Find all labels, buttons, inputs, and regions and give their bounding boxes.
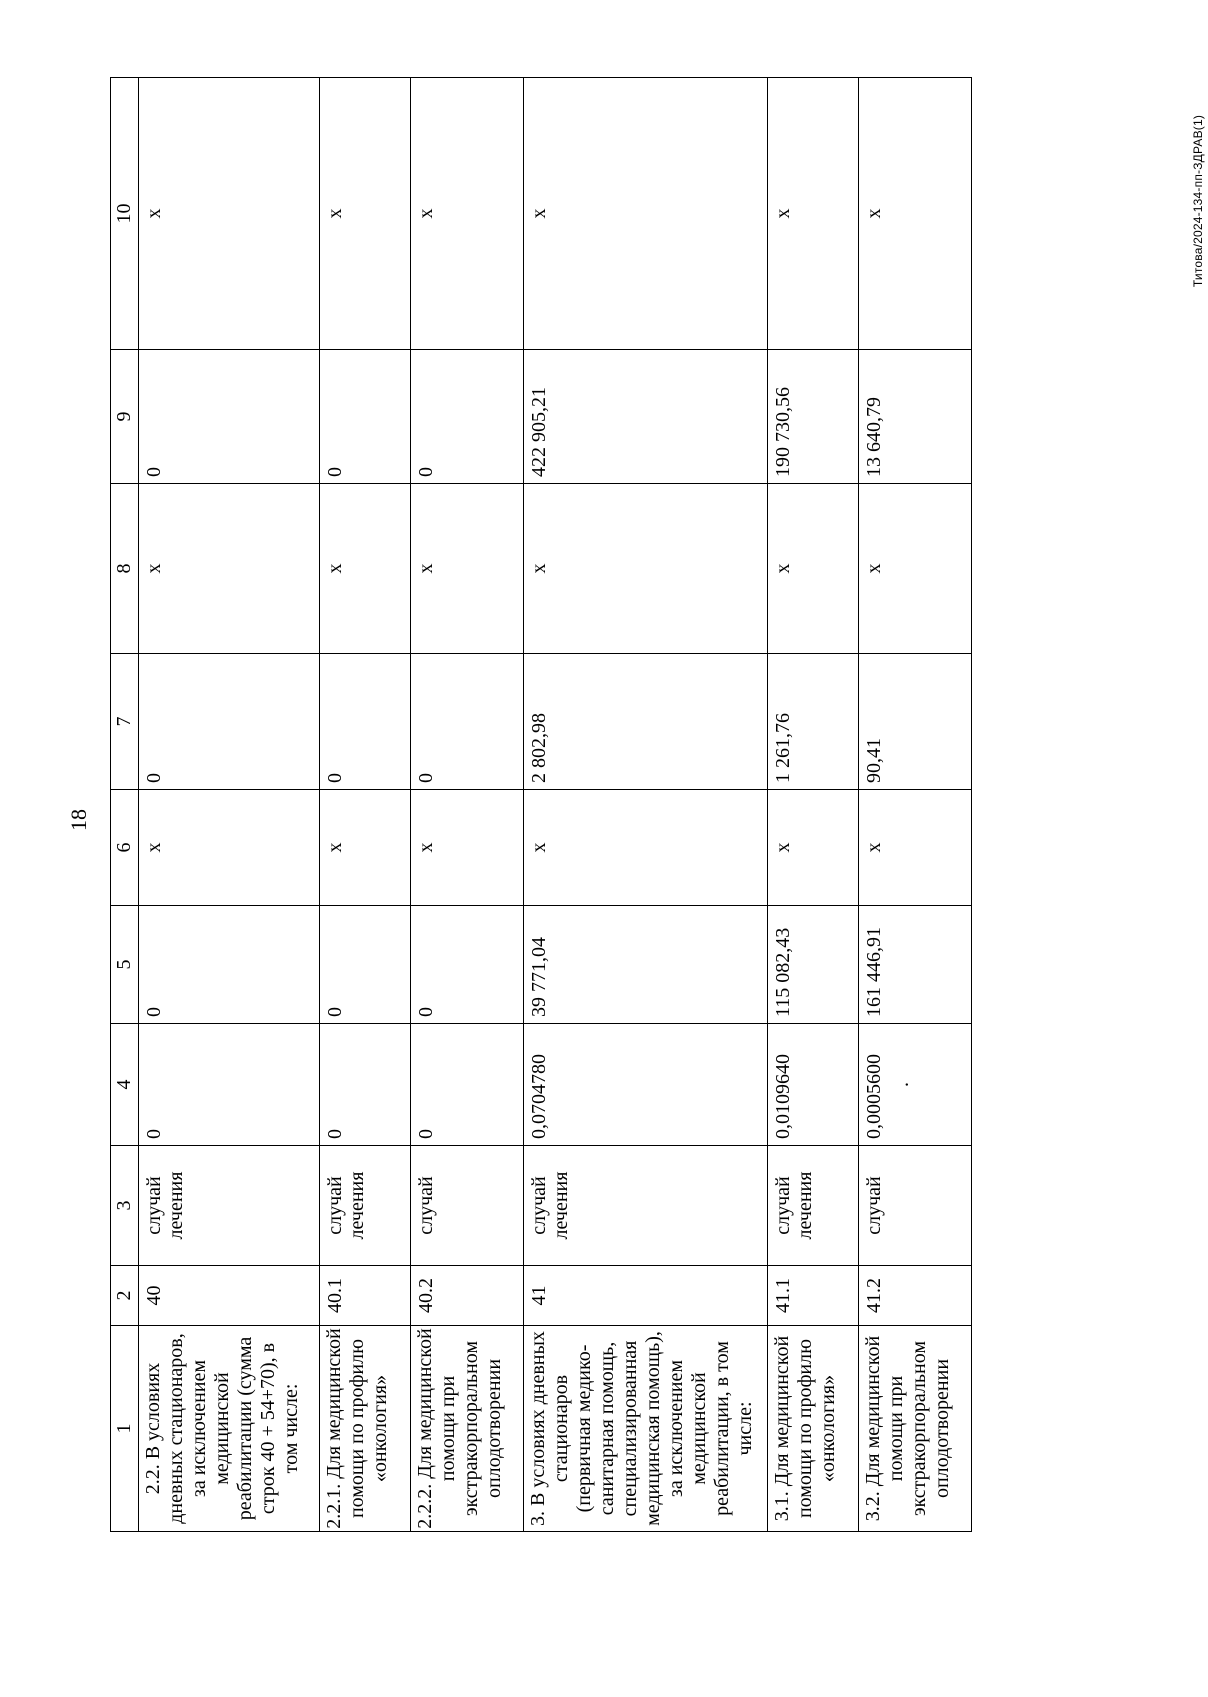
row-label: 2.2. В условиях дневных стационаров, за исключением медицинской реабилитации (сумма строк 40 + 54+70), в том числе: <box>138 1326 319 1532</box>
value-cell: х <box>523 78 767 350</box>
value-cell: 0 <box>410 1024 523 1146</box>
value-cell: 2 802,98 <box>523 654 767 790</box>
header-cell: 6 <box>111 790 139 906</box>
value-cell: 0 <box>410 906 523 1024</box>
value-cell: 190 730,56 <box>768 350 859 484</box>
header-cell: 9 <box>111 350 139 484</box>
row-label: 3.1. Для медицинской помощи по профилю «онкология» <box>768 1326 859 1532</box>
financing-table-rotated <box>110 78 972 1532</box>
table-row <box>410 78 523 1532</box>
unit-cell: случай лечения <box>138 1146 319 1266</box>
table-row <box>768 78 859 1532</box>
value-cell: 0 <box>320 906 411 1024</box>
value-cell: х <box>768 790 859 906</box>
header-cell: 5 <box>111 906 139 1024</box>
row-number: 40.2 <box>410 1266 523 1326</box>
table-row <box>320 78 411 1532</box>
value-cell: 13 640,79 <box>858 350 971 484</box>
value-cell: х <box>523 484 767 654</box>
stray-mark: . <box>890 1082 913 1087</box>
row-number: 41 <box>523 1266 767 1326</box>
value-cell: 0 <box>138 654 319 790</box>
table-row <box>858 78 971 1532</box>
value-cell: 90,41 <box>858 654 971 790</box>
value-cell: 0 <box>410 654 523 790</box>
header-cell: 3 <box>111 1146 139 1266</box>
value-cell: 422 905,21 <box>523 350 767 484</box>
header-cell: 7 <box>111 654 139 790</box>
header-row <box>111 78 139 1532</box>
value-cell: 0 <box>138 1024 319 1146</box>
value-cell: 0 <box>138 350 319 484</box>
value-cell: 1 261,76 <box>768 654 859 790</box>
value-text: 0,0005600 <box>862 1054 885 1139</box>
table-row <box>138 78 319 1532</box>
value-cell: 39 771,04 <box>523 906 767 1024</box>
value-cell: х <box>138 484 319 654</box>
value-cell: 0 <box>320 1024 411 1146</box>
value-cell: х <box>410 78 523 350</box>
row-number: 41.2 <box>858 1266 971 1326</box>
document-id: Титова/2024-134-пп-ЗДРАВ(1) <box>1191 114 1205 288</box>
unit-cell: случай лечения <box>523 1146 767 1266</box>
unit-cell: случай лечения <box>320 1146 411 1266</box>
row-label: 3. В условиях дневных стационаров (первичная медико-санитарная помощь, специализированная медицинская помощь), за исключением медицинской реабилитации, в том числе: <box>523 1326 767 1532</box>
row-number: 40 <box>138 1266 319 1326</box>
value-cell: х <box>320 78 411 350</box>
value-cell: х <box>858 484 971 654</box>
value-cell: х <box>858 78 971 350</box>
value-cell: х <box>138 790 319 906</box>
value-cell: х <box>320 790 411 906</box>
row-number: 40.1 <box>320 1266 411 1326</box>
header-cell: 10 <box>111 78 139 350</box>
value-cell: 0 <box>320 654 411 790</box>
header-cell: 2 <box>111 1266 139 1326</box>
value-cell: х <box>768 484 859 654</box>
header-cell: 1 <box>111 1326 139 1532</box>
value-cell <box>858 1024 971 1146</box>
value-cell: х <box>410 790 523 906</box>
value-cell: 0,0704780 <box>523 1024 767 1146</box>
unit-cell: случай лечения <box>768 1146 859 1266</box>
page-number: 18 <box>66 809 91 831</box>
value-cell: 115 082,43 <box>768 906 859 1024</box>
value-cell: х <box>410 484 523 654</box>
header-cell: 4 <box>111 1024 139 1146</box>
row-label: 2.2.1. Для медицинской помощи по профилю «онкология» <box>320 1326 411 1532</box>
table-row <box>523 78 767 1532</box>
row-label: 3.2. Для медицинской помощи при экстракорпоральном оплодотворении <box>858 1326 971 1532</box>
value-cell: х <box>523 790 767 906</box>
value-cell: х <box>858 790 971 906</box>
header-cell: 8 <box>111 484 139 654</box>
unit-cell: случай <box>410 1146 523 1266</box>
value-cell: х <box>768 78 859 350</box>
value-cell: 0 <box>320 350 411 484</box>
value-cell: 0,0109640 <box>768 1024 859 1146</box>
row-label: 2.2.2. Для медицинской помощи при экстракорпоральном оплодотворении <box>410 1326 523 1532</box>
value-cell: х <box>320 484 411 654</box>
value-cell: х <box>138 78 319 350</box>
financing-table <box>110 77 972 1532</box>
value-cell: 161 446,91 <box>858 906 971 1024</box>
value-cell: 0 <box>138 906 319 1024</box>
row-number: 41.1 <box>768 1266 859 1326</box>
value-cell: 0 <box>410 350 523 484</box>
unit-cell: случай <box>858 1146 971 1266</box>
